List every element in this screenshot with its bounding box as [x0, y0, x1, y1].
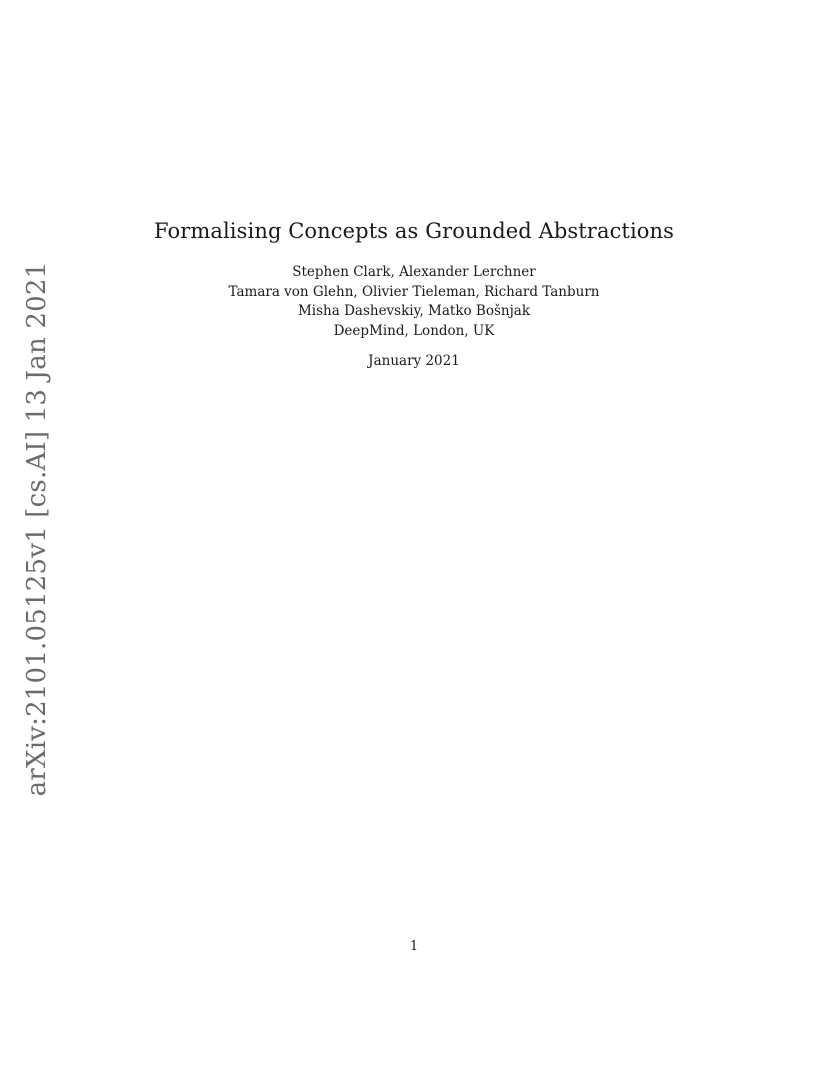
author-line: Misha Dashevskiy, Matko Bošnjak [297, 303, 531, 319]
author-line: Tamara von Glehn, Olivier Tieleman, Richard Tanburn [228, 283, 600, 300]
publication-date: January 2021 [368, 353, 460, 369]
arxiv-identifier-stamp: arXiv:2101.05125v1 [cs.AI] 13 Jan 2021 [22, 261, 52, 797]
page-number: 1 [409, 939, 419, 954]
author-line: Stephen Clark, Alexander Lerchner [292, 264, 536, 280]
paper-title: Formalising Concepts as Grounded Abstractions [153, 219, 675, 243]
affiliation-line: DeepMind, London, UK [333, 322, 495, 339]
author-block [0, 263, 828, 341]
